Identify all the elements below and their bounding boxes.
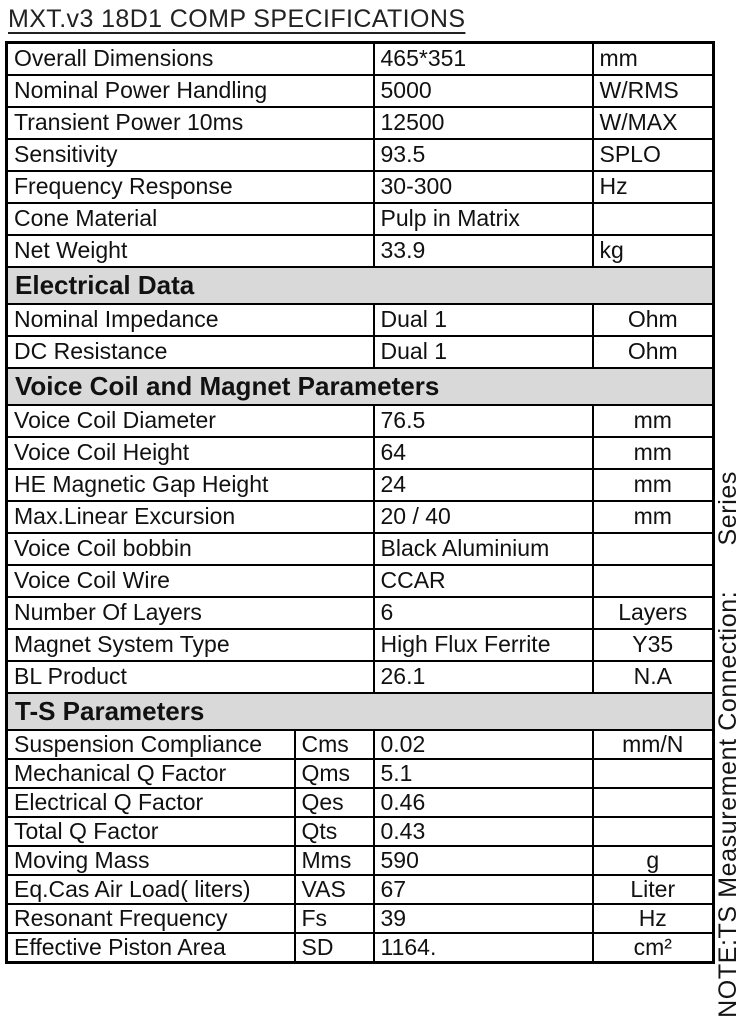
spec-value-cell: Dual 1 — [374, 304, 593, 336]
spec-value-cell: 5.1 — [374, 759, 593, 788]
spec-value-cell: 39 — [374, 904, 593, 933]
spec-symbol-cell: Mms — [295, 846, 374, 875]
table-row — [7, 846, 714, 875]
spec-unit-cell — [593, 203, 714, 235]
spec-label-cell: Max.Linear Excursion — [7, 501, 374, 533]
spec-value-cell: 6 — [374, 597, 593, 629]
spec-unit-cell — [593, 533, 714, 565]
spec-label-cell: Resonant Frequency — [7, 904, 295, 933]
spec-unit-cell: W/MAX — [593, 107, 714, 139]
spec-label-cell: Moving Mass — [7, 846, 295, 875]
section-header-row — [7, 693, 714, 730]
spec-label-cell: Voice Coil Diameter — [7, 405, 374, 437]
spec-unit-cell: Hz — [593, 904, 714, 933]
spec-value-cell: 20 / 40 — [374, 501, 593, 533]
table-row — [7, 904, 714, 933]
spec-label-cell: Nominal Impedance — [7, 304, 374, 336]
spec-unit-cell: cm² — [593, 933, 714, 963]
spec-unit-cell: Ohm — [593, 304, 714, 336]
spec-table-body — [7, 43, 714, 963]
table-row — [7, 933, 714, 963]
spec-symbol-cell: VAS — [295, 875, 374, 904]
spec-value-cell: Black Aluminium — [374, 533, 593, 565]
table-row — [7, 565, 714, 597]
spec-unit-cell — [593, 788, 714, 817]
spec-label-cell: Transient Power 10ms — [7, 107, 374, 139]
spec-unit-cell: mm — [593, 437, 714, 469]
spec-unit-cell — [593, 565, 714, 597]
spec-unit-cell: Y35 — [593, 629, 714, 661]
spec-unit-cell — [593, 817, 714, 846]
spec-unit-cell: Ohm — [593, 336, 714, 368]
spec-value-cell: High Flux Ferrite — [374, 629, 593, 661]
spec-table — [5, 41, 715, 964]
spec-unit-cell: Layers — [593, 597, 714, 629]
spec-label-cell: DC Resistance — [7, 336, 374, 368]
spec-label-cell: Frequency Response — [7, 171, 374, 203]
spec-value-cell: 67 — [374, 875, 593, 904]
spec-label-cell: Number Of Layers — [7, 597, 374, 629]
page-title: MXT.v3 18D1 COMP SPECIFICATIONS — [8, 5, 466, 33]
spec-label-cell: Voice Coil Height — [7, 437, 374, 469]
spec-value-cell: 30-300 — [374, 171, 593, 203]
section-header: T-S Parameters — [7, 693, 714, 730]
spec-value-cell: 26.1 — [374, 661, 593, 693]
spec-label-cell: Magnet System Type — [7, 629, 374, 661]
spec-label-cell: Cone Material — [7, 203, 374, 235]
spec-value-cell: 0.46 — [374, 788, 593, 817]
section-header-row — [7, 368, 714, 405]
spec-label-cell: Suspension Compliance — [7, 730, 295, 759]
table-row — [7, 875, 714, 904]
section-header: Voice Coil and Magnet Parameters — [7, 368, 714, 405]
spec-label-cell: Net Weight — [7, 235, 374, 267]
table-row — [7, 235, 714, 267]
table-row — [7, 203, 714, 235]
spec-symbol-cell: SD — [295, 933, 374, 963]
spec-symbol-cell: Qes — [295, 788, 374, 817]
spec-label-cell: BL Product — [7, 661, 374, 693]
spec-unit-cell: mm — [593, 405, 714, 437]
spec-value-cell: CCAR — [374, 565, 593, 597]
spec-label-cell: Overall Dimensions — [7, 43, 374, 75]
spec-unit-cell: g — [593, 846, 714, 875]
spec-label-cell: Mechanical Q Factor — [7, 759, 295, 788]
spec-value-cell: 590 — [374, 846, 593, 875]
spec-label-cell: Voice Coil Wire — [7, 565, 374, 597]
spec-value-cell: Pulp in Matrix — [374, 203, 593, 235]
spec-symbol-cell: Qts — [295, 817, 374, 846]
spec-label-cell: Nominal Power Handling — [7, 75, 374, 107]
spec-value-cell: 76.5 — [374, 405, 593, 437]
spec-label-cell: Eq.Cas Air Load( liters) — [7, 875, 295, 904]
table-row — [7, 469, 714, 501]
table-row — [7, 533, 714, 565]
spec-unit-cell: mm — [593, 43, 714, 75]
spec-unit-cell: N.A — [593, 661, 714, 693]
spec-label-cell: Electrical Q Factor — [7, 788, 295, 817]
table-row — [7, 501, 714, 533]
spec-value-cell: 1164. — [374, 933, 593, 963]
table-row — [7, 171, 714, 203]
table-row — [7, 817, 714, 846]
spec-label-cell: Total Q Factor — [7, 817, 295, 846]
table-row — [7, 730, 714, 759]
spec-value-cell: 5000 — [374, 75, 593, 107]
spec-value-cell: Dual 1 — [374, 336, 593, 368]
spec-unit-cell: kg — [593, 235, 714, 267]
spec-unit-cell: W/RMS — [593, 75, 714, 107]
table-row — [7, 788, 714, 817]
table-row — [7, 759, 714, 788]
spec-unit-cell: Hz — [593, 171, 714, 203]
spec-value-cell: 0.43 — [374, 817, 593, 846]
section-header-row — [7, 267, 714, 304]
spec-label-cell: Voice Coil bobbin — [7, 533, 374, 565]
table-row — [7, 304, 714, 336]
spec-unit-cell: SPLO — [593, 139, 714, 171]
table-row — [7, 107, 714, 139]
spec-value-cell: 93.5 — [374, 139, 593, 171]
spec-unit-cell: mm — [593, 501, 714, 533]
spec-unit-cell: mm — [593, 469, 714, 501]
table-row — [7, 405, 714, 437]
spec-value-cell: 0.02 — [374, 730, 593, 759]
spec-value-cell: 64 — [374, 437, 593, 469]
spec-unit-cell: Liter — [593, 875, 714, 904]
spec-value-cell: 12500 — [374, 107, 593, 139]
table-row — [7, 336, 714, 368]
spec-symbol-cell: Qms — [295, 759, 374, 788]
spec-unit-cell — [593, 759, 714, 788]
table-row — [7, 75, 714, 107]
measurement-note: NOTE:TS Measurement Connection: Series — [714, 471, 742, 1018]
spec-symbol-cell: Fs — [295, 904, 374, 933]
section-header: Electrical Data — [7, 267, 714, 304]
table-row — [7, 629, 714, 661]
spec-label-cell: Sensitivity — [7, 139, 374, 171]
spec-unit-cell: mm/N — [593, 730, 714, 759]
table-row — [7, 139, 714, 171]
table-row — [7, 437, 714, 469]
spec-symbol-cell: Cms — [295, 730, 374, 759]
spec-value-cell: 465*351 — [374, 43, 593, 75]
table-row — [7, 597, 714, 629]
spec-label-cell: Effective Piston Area — [7, 933, 295, 963]
spec-label-cell: HE Magnetic Gap Height — [7, 469, 374, 501]
spec-value-cell: 33.9 — [374, 235, 593, 267]
table-row — [7, 43, 714, 75]
spec-value-cell: 24 — [374, 469, 593, 501]
table-row — [7, 661, 714, 693]
